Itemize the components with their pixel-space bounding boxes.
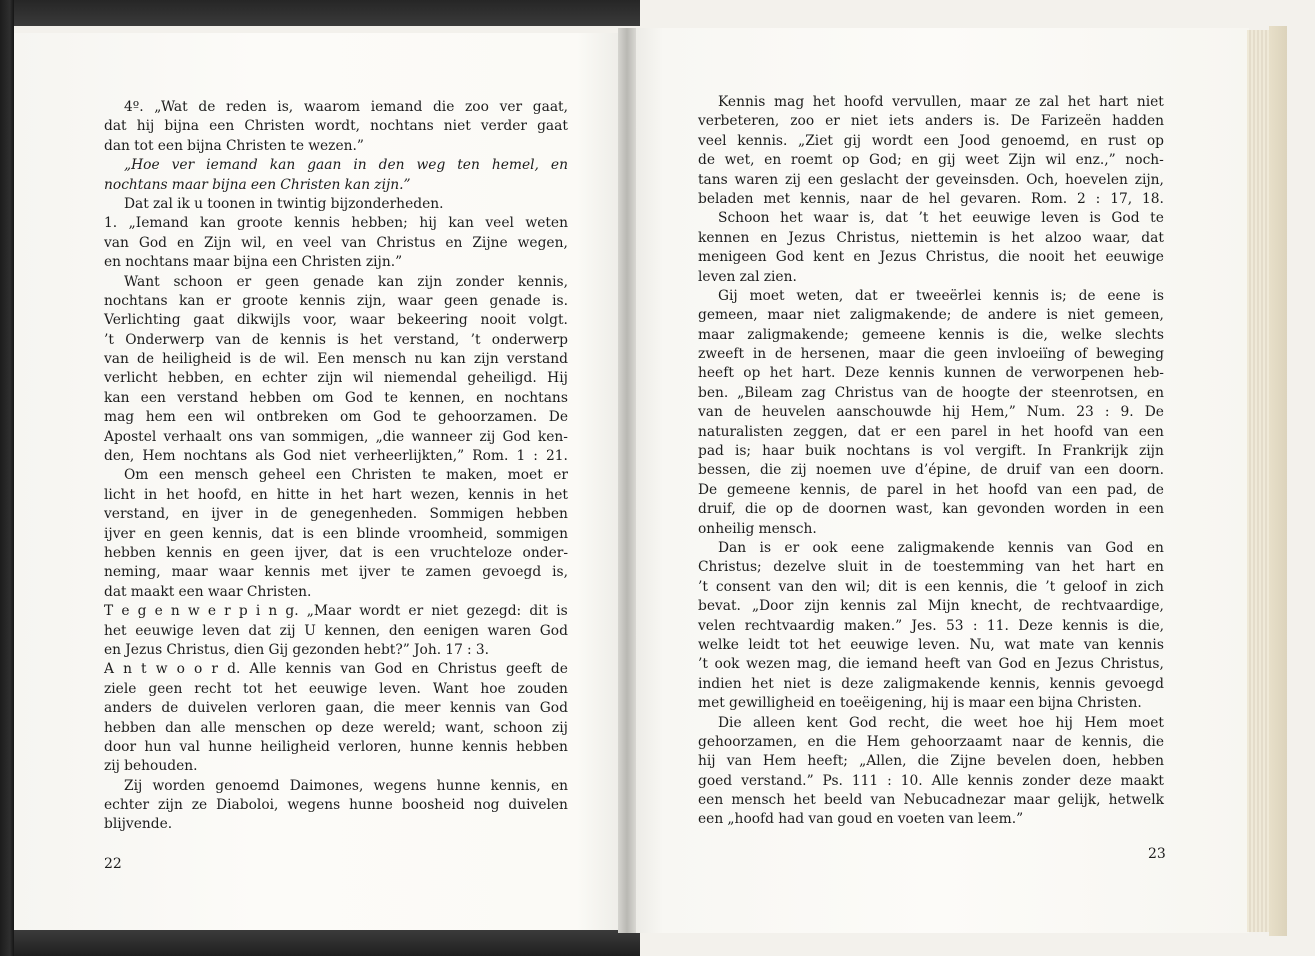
text-line: A n t w o o r d. Alle kennis van God en Christus geeft de [104,661,568,678]
text-line: zij behouden. [104,758,198,775]
text-line: menigeen God kent en Jezus Christus, die nooit het eeuwige [698,249,1164,266]
text-line: echter zijn ze Diaboloi, wegens hunne boosheid nog duivelen [104,797,568,814]
text-line: licht in het hoofd, en hitte in het hart wezen, kennis in het [104,486,568,503]
text-line: van de heuvelen aanschouwde hij Hem,” Num. 23 : 9. De [698,404,1164,421]
text-line: ’t ook wezen mag, die iemand heeft van God en Jezus Christus, [698,656,1164,673]
text-line: T e g e n w e r p i n g. „Maar wordt er niet gezegd: dit is [104,603,568,620]
text-line: indien het niet is deze zaligmakende kennis, kennis gevoegd [698,675,1164,692]
text-line: de wet, en roemt op God; en gij weet Zijn wil enz.,” noch- [698,152,1164,169]
text-line: hebben kennis en geen ijver, dat is een vruchteloze onder- [104,544,568,561]
text-line: een „hoofd had van goud en voeten van leem.” [698,811,1024,828]
text-line: heeft op het hart. Deze kennis kunnen de verworpenen heb- [698,365,1164,382]
page-block-edges [1247,30,1270,932]
text-line: met gewilligheid en toeëigening, hij is maar een bijna Christen. [698,695,1142,712]
text-line: anders de duivelen verloren gaan, die meer kennis van God [104,700,568,717]
text-line: zweeft in de hersenen, maar die geen invloeiïng of beweging [698,346,1164,363]
text-line: 1. „Iemand kan groote kennis hebben; hij kan veel weten [104,215,568,232]
text-line: hebben dan alle menschen op deze wereld; want, schoon zij [104,719,568,736]
text-line: veel kennis. „Ziet gij wordt een Jood genoemd, en rust op [698,132,1164,149]
book-cover-left-edge [0,0,14,956]
text-line: Christus; dezelve sluit in de toestemming van het hart en [698,559,1164,576]
text-line: De gemeene kennis, de parel in het hoofd van een pad, de [698,481,1164,498]
text-line: en nochtans maar bijna een Christen zijn.” [104,254,403,271]
text-line: Schoon het waar is, dat ’t het eeuwige leven is God te [718,210,1164,227]
text-line: leven zal zien. [698,268,797,285]
text-line: het eeuwige leven dat zij U kennen, den eenigen waren God [104,622,568,639]
text-line: ben. „Bileam zag Christus van de hoogte der steenrotsen, en [698,384,1164,401]
text-line: maar zaligmakende; gemeene kennis is die, welke slechts [698,326,1164,343]
text-line: druif, die op de doornen wast, kan gevonden worden in een [698,501,1164,518]
text-line: welke leidt tot het eeuwige leven. Nu, wat mate van kennis [698,636,1164,653]
text-line: „Hoe ver iemand kan gaan in den weg ten hemel, en [124,157,568,174]
text-line: bevat. „Door zijn kennis zal Mijn knecht, de rechtvaardige, [698,598,1164,615]
text-line: Apostel verhaalt ons van sommigen, „die wanneer zij God ken- [104,428,568,445]
text-line: ziele geen recht tot het eeuwige leven. Want hoe zouden [104,680,568,697]
text-line: kan een verstand hebben om God te kennen, en nochtans [104,389,568,406]
text-line: mag hem een wil ontbreken om God te gehoorzamen. De [104,409,568,426]
text-line: goed verstand.” Ps. 111 : 10. Alle kennis zonder deze maakt [698,772,1164,789]
text-line: Zij worden genoemd Daimones, wegens hunne kennis, en [124,777,568,794]
text-line: bessen, die zij noemen uve d’épine, de druif van een doorn. [698,462,1164,479]
book-cover-bottom-edge [0,930,640,956]
text-line: naturalisten zeggen, dat er een parel in het hoofd van een [698,423,1164,440]
text-line: Want schoon er geen genade kan zijn zonder kennis, [124,273,568,290]
text-line: Kennis mag het hoofd vervullen, maar ze zal het hart niet [718,94,1164,110]
text-line: dat maakt een waar Christen. [104,583,312,600]
text-line: verstand, en ijver in de genegenheden. Sommigen hebben [104,506,568,523]
book-cover-top-edge [0,0,640,26]
text-line: Verlichting gaat dikwijls voor, waar bekeering nooit volgt. [104,312,568,329]
text-line: Gij moet weten, dat er tweeërlei kennis is; de eene is [718,287,1164,304]
text-line: nochtans maar bijna een Christen kan zijn.” [104,176,411,193]
text-line: van de heiligheid is de wil. Een mensch nu kan zijn verstand [104,351,568,368]
book-gutter [618,28,636,933]
text-line: nochtans kan er groote kennis zijn, waar geen genade is. [104,292,568,309]
text-line: Om een mensch geheel een Christen te maken, moet er [124,467,568,484]
text-line: dat hij bijna een Christen wordt, nochtans niet verder gaat [104,118,568,135]
text-line: beladen met kennis, naar de hel gevaren. Rom. 2 : 17, 18. [698,190,1164,207]
right-page-number: 23 [1148,846,1166,862]
text-line: van God en Zijn wil, en veel van Christus en Zijne wegen, [104,234,568,251]
text-line: ’t consent van den wil; dit is een kennis, die ’t geloof in zich [698,578,1164,595]
text-line: neming, maar waar kennis met ijver te zamen gevoegd is, [104,564,568,581]
text-line: kennen en Jezus Christus, niettemin is het alzoo waar, dat [698,229,1164,246]
left-page-text [104,98,568,835]
text-line: gehoorzamen, en die Hem gehoorzaamt naar de kennis, die [698,733,1164,750]
text-line: verlicht hebben, en echter zijn wil niemendal geheiligd. Hij [104,370,568,387]
text-line: blijvende. [104,816,173,833]
text-line: den, Hem nochtans als God niet verheerlijkten,” Rom. 1 : 21. [104,448,568,465]
text-line: een mensch het beeld van Nebucadnezar maar gelijk, hetwelk [698,792,1164,809]
text-line: hij van Hem heeft; „Allen, die Zijne bevelen doen, hebben [698,753,1164,770]
text-line: verbeteren, zoo er niet iets anders is. De Farizeën hadden [698,113,1164,130]
text-line: door hun val hunne heiligheid verloren, hunne kennis hebben [104,738,568,755]
text-line: dan tot een bijna Christen te wezen.” [104,137,364,154]
book-cover-right-edge [1269,26,1287,936]
text-line: tans waren zij een geslacht der geveinsden. Och, hoevelen zijn, [698,171,1164,188]
text-line: Dan is er ook eene zaligmakende kennis van God en [718,539,1164,556]
right-page-text [698,93,1164,830]
text-line: velen rechtvaardig maken.” Jes. 53 : 11. Deze kennis is die, [698,617,1164,634]
left-page-number: 22 [104,856,122,872]
text-line: gemeen, maar niet zaligmakende; de andere is niet gemeen, [698,307,1164,324]
text-line: ’t Onderwerp van de kennis is het verstand, ’t onderwerp [104,331,568,348]
text-line: pad is; haar buik nochtans is vol vergift. In Frankrijk zijn [698,443,1164,460]
text-line: Dat zal ik u toonen in twintig bijzonderheden. [124,195,444,212]
text-line: en Jezus Christus, dien Gij gezonden hebt?” Joh. 17 : 3. [104,641,490,658]
text-line: 4º. „Wat de reden is, waarom iemand die zoo ver gaat, [124,99,568,115]
text-line: onheilig mensch. [698,520,817,537]
text-line: Die alleen kent God recht, die weet hoe hij Hem moet [718,714,1164,731]
text-line: ijver en geen kennis, dat is een blinde vroomheid, sommigen [104,525,568,542]
